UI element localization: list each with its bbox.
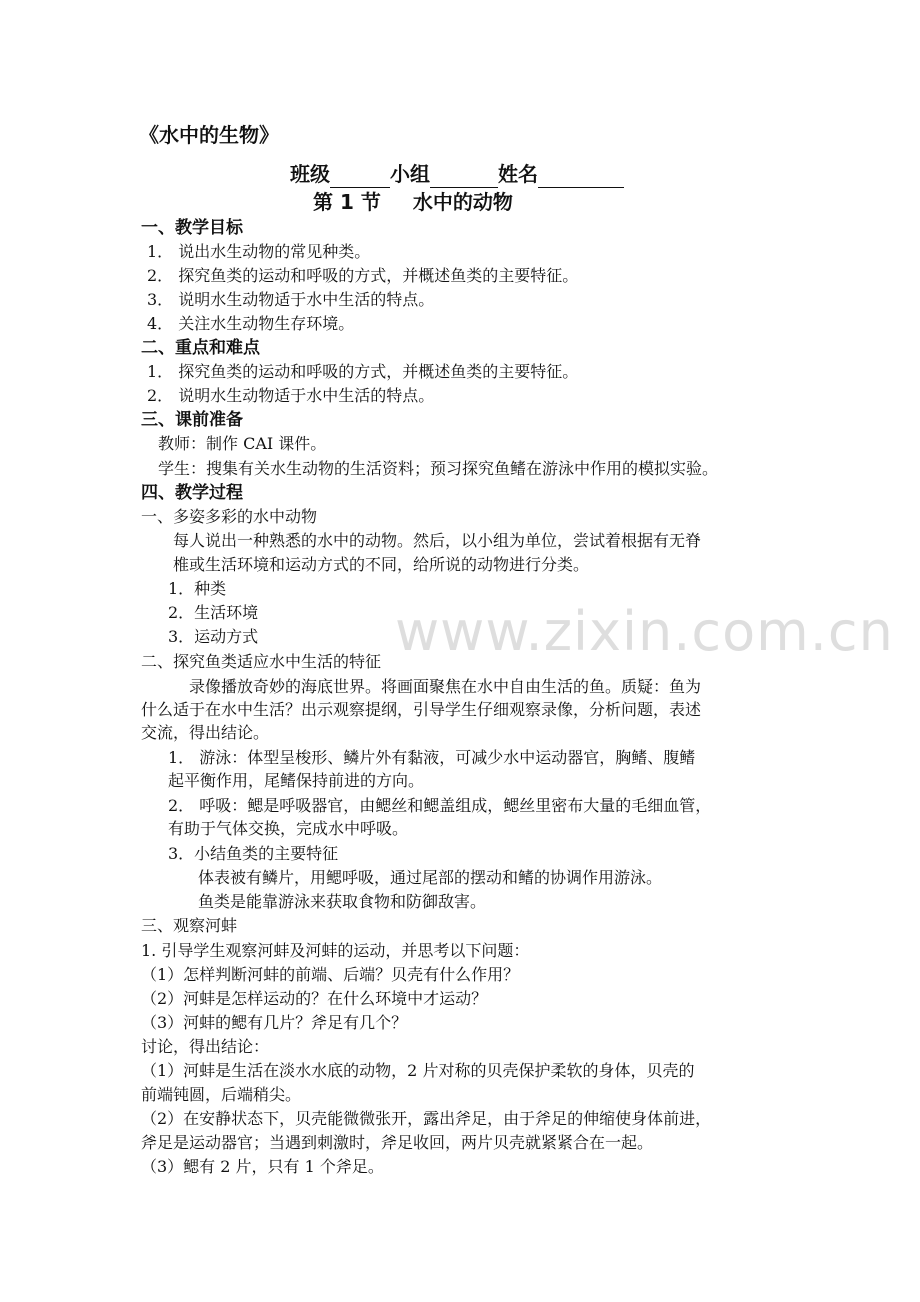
paragraph-line: 录像播放奇妙的海底世界。将画面聚焦在水中自由生活的鱼。质疑：鱼为: [189, 677, 702, 696]
student-prep: 学生：搜集有关水生动物的生活资料；预习探究鱼鳍在游泳中作用的模拟实验。: [158, 459, 719, 478]
list-item: 1．种类: [168, 579, 227, 598]
heading-key-points: 二、重点和难点: [141, 338, 260, 358]
student-info-line: [290, 160, 624, 188]
group-label: 小组: [390, 162, 430, 186]
list-item: 3．小结鱼类的主要特征: [168, 844, 339, 863]
paragraph-line: 每人说出一种熟悉的水中的动物。然后，以小组为单位，尝试着根据有无脊: [173, 531, 702, 550]
conclusion-line: （1）河蚌是生活在淡水水底的动物，2 片对称的贝壳保护柔软的身体，贝壳的: [141, 1061, 695, 1080]
paragraph-line: 有助于气体交换，完成水中呼吸。: [168, 819, 409, 838]
teacher-prep: 教师：制作 CAI 课件。: [158, 434, 327, 453]
conclusion-line: （2）在安静状态下，贝壳能微微张开，露出斧足，由于斧足的伸缩使身体前进，: [141, 1109, 712, 1128]
watermark: www.zixin.com.cn: [395, 600, 894, 663]
paragraph-line: 1． 游泳：体型呈梭形、鳞片外有黏液，可减少水中运动器官，胸鳍、腹鳍: [168, 748, 696, 767]
class-blank: [330, 167, 390, 188]
paragraph-line: 鱼类是能靠游泳来获取食物和防御敌害。: [198, 892, 487, 911]
list-item: 3．运动方式: [168, 627, 259, 646]
group-blank: [430, 167, 498, 188]
key-point-item: 1． 探究鱼类的运动和呼吸的方式，并概述鱼类的主要特征。: [147, 362, 579, 381]
document-title: 《水中的生物》: [139, 123, 279, 147]
paragraph-line: 2． 呼吸：鳃是呼吸器官，由鳃丝和鳃盖组成，鳃丝里密布大量的毛细血管，: [168, 796, 712, 815]
conclusion-line: 斧足是运动器官；当遇到刺激时，斧足收回，两片贝壳就紧紧合在一起。: [141, 1133, 654, 1152]
paragraph-line: 什么适于在水中生活？出示观察提纲，引导学生仔细观察录像，分析问题，表述: [141, 700, 702, 719]
paragraph-line: 讨论，得出结论：: [141, 1037, 270, 1056]
heading-preparation: 三、课前准备: [141, 410, 243, 430]
class-label: 班级: [290, 162, 330, 186]
paragraph-line: 椎或生活环境和运动方式的不同，给所说的动物进行分类。: [173, 555, 590, 574]
paragraph-line: 起平衡作用，尾鳍保持前进的方向。: [168, 771, 425, 790]
paragraph-line: 1. 引导学生观察河蚌及河蚌的运动，并思考以下问题：: [141, 941, 530, 960]
goal-item: 2． 探究鱼类的运动和呼吸的方式，并概述鱼类的主要特征。: [147, 266, 579, 285]
conclusion-line: （3）鳃有 2 片，只有 1 个斧足。: [141, 1157, 384, 1176]
conclusion-line: 前端钝圆，后端稍尖。: [141, 1085, 302, 1104]
paragraph-line: 交流，得出结论。: [141, 723, 270, 742]
question-item: （2）河蚌是怎样运动的？在什么环境中才运动？: [141, 989, 488, 1008]
goal-item: 1． 说出水生动物的常见种类。: [147, 242, 371, 261]
subsection-title: 三、观察河蚌: [141, 916, 238, 935]
name-label: 姓名: [498, 162, 538, 186]
subsection-title: 二、探究鱼类适应水中生活的特征: [141, 652, 382, 671]
section-name: 水中的动物: [412, 190, 513, 214]
subsection-title: 一、多姿多彩的水中动物: [141, 507, 318, 526]
goal-item: 3． 说明水生动物适于水中生活的特点。: [147, 290, 435, 309]
paragraph-line: 体表被有鳞片，用鳃呼吸，通过尾部的摆动和鳍的协调作用游泳。: [198, 868, 663, 887]
name-blank: [538, 167, 624, 188]
heading-teaching-process: 四、教学过程: [141, 483, 243, 503]
section-number: 第 1 节: [313, 190, 381, 214]
section-title: [313, 188, 513, 216]
question-item: （1）怎样判断河蚌的前端、后端？贝壳有什么作用？: [141, 965, 520, 984]
heading-teaching-goals: 一、教学目标: [141, 218, 243, 238]
question-item: （3）河蚌的鳃有几片？斧足有几个？: [141, 1013, 408, 1032]
list-item: 2．生活环境: [168, 603, 259, 622]
goal-item: 4． 关注水生动物生存环境。: [147, 314, 355, 333]
key-point-item: 2． 说明水生动物适于水中生活的特点。: [147, 386, 435, 405]
